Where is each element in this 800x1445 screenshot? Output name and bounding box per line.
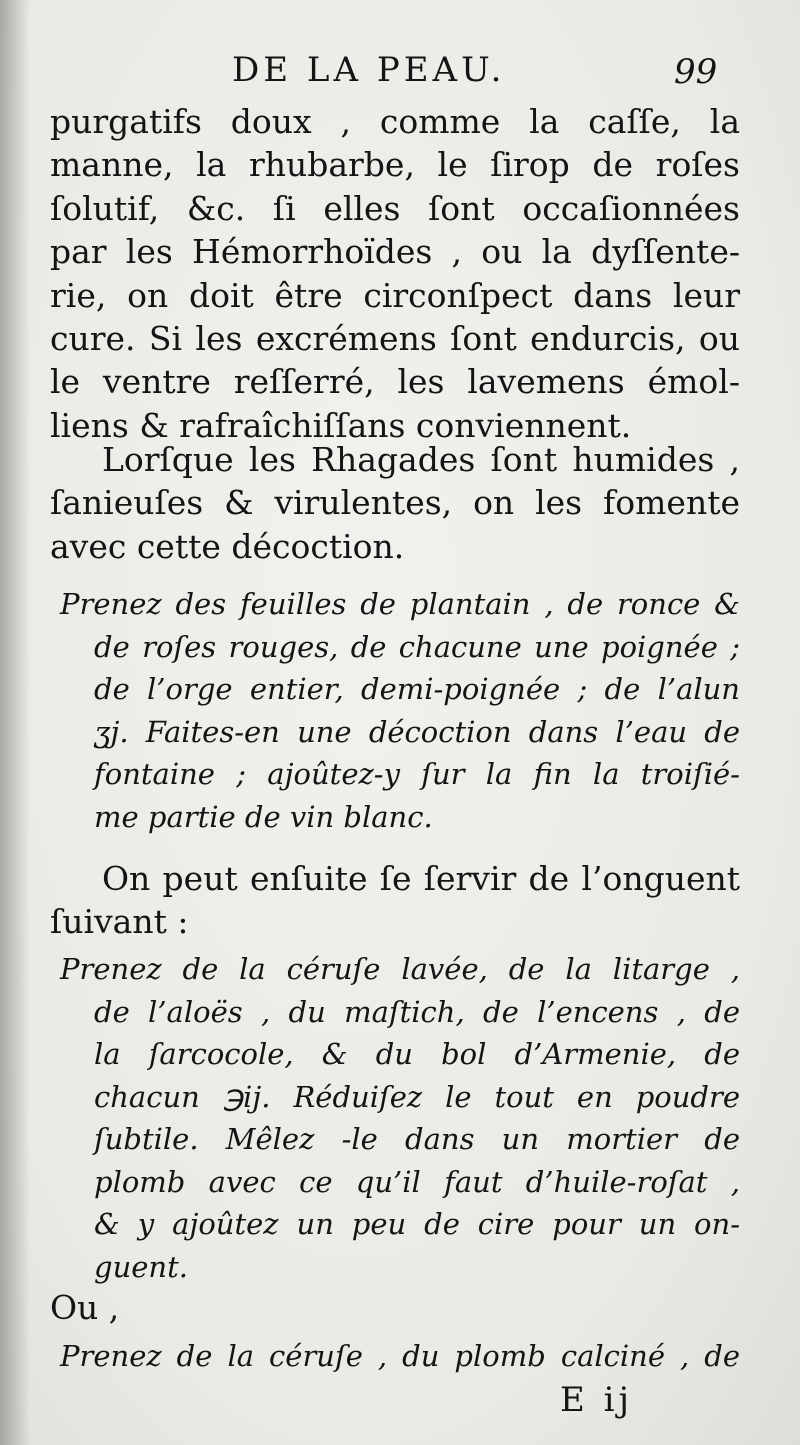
text-line: Ou ,	[50, 1288, 120, 1327]
text-line: Lorſque les Rhagades ſont humides ,	[102, 440, 740, 479]
text-line: ſuivant :	[50, 902, 189, 942]
paragraph-3	[50, 857, 740, 944]
text-line: ſanieuſes & virulentes, on les fomente	[50, 483, 740, 523]
recipe-line: de l’orge entier, demi-poignée ; de l’alun	[94, 672, 740, 706]
recipe-line: & y ajoûtez un peu de cire pour un on-	[94, 1207, 740, 1241]
text-line: rie, on doit être circonſpect dans leur	[50, 275, 740, 315]
recipe-line: ʒj. Faites-en une décoction dans l’eau de	[94, 714, 740, 749]
paragraph-1	[50, 100, 740, 447]
recipe-line: guent.	[94, 1249, 188, 1284]
paragraph-2	[50, 438, 740, 568]
recipe-line: la ſarcocole, & du bol d’Armenie, de	[94, 1037, 740, 1071]
page-title: DE LA PEAU.	[232, 50, 506, 90]
recipe-line: de l’aloës , du maſtich, de l’encens , de	[94, 994, 740, 1029]
signature-mark: E ij	[560, 1380, 634, 1420]
recipe-line: me partie de vin blanc.	[94, 799, 433, 834]
text-line: ſolutif, &c. ſi elles ſont occaſionnées	[50, 188, 740, 228]
paragraph-4	[50, 1286, 740, 1329]
text-line: manne, la rhubarbe, le ſirop de roſes	[50, 145, 740, 185]
text-line: avec cette décoction.	[50, 526, 405, 566]
recipe-1	[50, 583, 740, 838]
text-line: liens & rafraîchiſſans conviennent.	[50, 405, 632, 445]
running-head	[0, 50, 800, 100]
recipe-line: chacun ℈ij. Réduiſez le tout en poudre	[94, 1079, 740, 1114]
recipe-line: fontaine ; ajoûtez-y ſur la fin la troiſié-	[94, 757, 740, 791]
text-line: par les Hémorrhoïdes , ou la dyſſente-	[50, 232, 740, 272]
recipe-3	[50, 1335, 740, 1378]
recipe-line: ſubtile. Mêlez -le dans un mortier de	[94, 1122, 740, 1156]
recipe-line: plomb avec ce qu’il faut d’huile-roſat ,	[94, 1164, 740, 1199]
page-number: 99	[674, 52, 718, 92]
recipe-2	[50, 948, 740, 1288]
recipe-line: de roſes rouges, de chacune une poignée ;	[94, 629, 740, 664]
recipe-line: Prenez de la céruſe , du plomb calciné , de	[60, 1339, 740, 1373]
text-line: cure. Si les excrémens ſont endurcis, ou	[50, 319, 740, 359]
text-line: purgatifs doux , comme la caſſe, la	[50, 102, 740, 141]
recipe-line: Prenez des feuilles de plantain , de ronce &	[60, 587, 740, 621]
gutter-shadow	[0, 0, 30, 1445]
text-line: On peut enſuite ſe ſervir de l’onguent	[102, 859, 740, 898]
recipe-line: Prenez de la céruſe lavée, de la litarge ,	[60, 952, 740, 986]
text-line: le ventre reſſerré, les lavemens émol-	[50, 362, 740, 402]
